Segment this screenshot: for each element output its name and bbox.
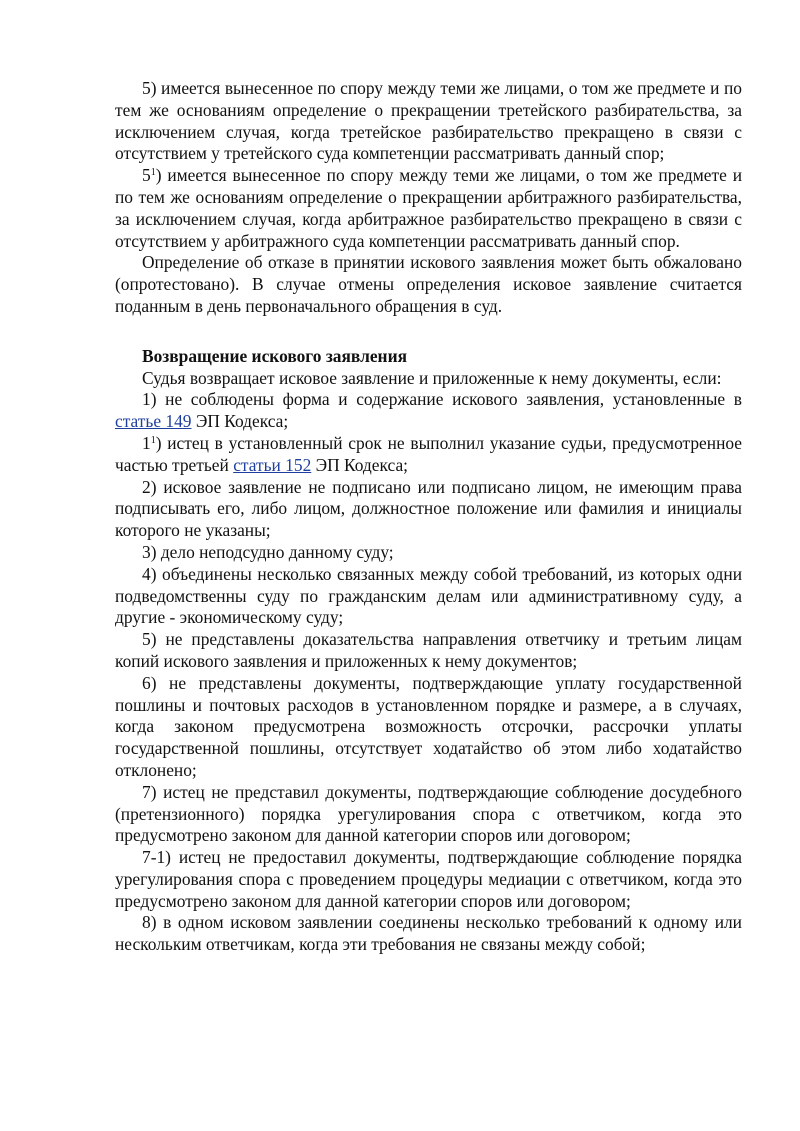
list-item-1-1 — [115, 433, 742, 477]
list-item-2: 2) исковое заявление не подписано или подписано лицом, не имеющим права подписывать его, либо лицом, должностное положение или фамилия и инициалы которого не указаны; — [115, 476, 742, 541]
paragraph-item-5-1 — [115, 165, 742, 252]
item-text: ЭП Кодекса; — [311, 454, 408, 475]
list-item-8: 8) в одном исковом заявлении соединены несколько требований к одному или нескольким ответчикам, когда эти требования не связаны между собой; — [115, 912, 742, 955]
item-number: 1 — [142, 432, 151, 453]
item-text: ) имеется вынесенное по спору между теми же лицами, о том же предмете и по тем же основаниям определение о прекращении арбитражного разбирательства, за исключением случая, когда арбитражное разбирательство прекращено в связи с отсутствием у арбитражного суда компетенции рассматривать данный спор. — [115, 165, 742, 251]
link-article-149[interactable]: статье 149 — [115, 411, 192, 432]
paragraph-intro: Судья возвращает исковое заявление и приложенные к нему документы, если: — [142, 367, 722, 388]
paragraph-appeal: Определение об отказе в принятии искового заявления может быть обжаловано (опротестовано). В случае отмены определения исковое заявление считается поданным в день первоначального обращения в суд. — [115, 252, 742, 316]
list-item-7-1: 7-1) истец не предоставил документы, подтверждающие соблюдение порядка урегулирования спора с проведением процедуры медиации с ответчиком, когда это предусмотрено законом для данной категории споров или договором; — [115, 847, 742, 911]
list-item-6: 6) не представлены документы, подтверждающие уплату государственной пошлины и почтовых расходов в установленном порядке и размере, а в случаях, когда законом предусмотрена возможность отсрочки, рассрочки уплаты государственной пошлины, отсутствует ходатайство об этом либо ходатайство отклонено; — [115, 672, 742, 780]
section-heading: Возвращение искового заявления — [142, 345, 407, 366]
list-item-7: 7) истец не представил документы, подтверждающие соблюдение досудебного (претензионного) порядка урегулирования спора с ответчиком, когда это предусмотрено законом для данной категории споров или договором; — [115, 781, 742, 846]
item-text: 1) не соблюдены форма и содержание искового заявления, установленные в — [142, 389, 742, 410]
superscript: 1 — [150, 167, 156, 179]
link-article-152[interactable]: статьи 152 — [233, 454, 312, 475]
list-item-5: 5) не представлены доказательства направления ответчику и третьим лицам копий искового заявления и приложенных к нему документов; — [115, 629, 742, 671]
superscript: 1 — [150, 434, 156, 446]
list-item-3: 3) дело неподсудно данному суду; — [142, 541, 394, 562]
paragraph-item-5: 5) имеется вынесенное по спору между теми же лицами, о том же предмете и по тем же основаниям определение о прекращении третейского разбирательства, за исключением случая, когда третейское разбирательство прекращено в связи с отсутствием у третейского суда компетенции рассматривать данный спор; — [115, 78, 742, 164]
list-item-1 — [115, 389, 742, 433]
item-number: 5 — [142, 165, 151, 186]
item-text: ) истец в установленный срок не выполнил указание судьи, предусмотренное частью третьей — [115, 432, 742, 475]
list-item-4: 4) объединены несколько связанных между собой требований, из которых одни подведомственны суду по гражданским делам или административному суду, а другие - экономическому суду; — [115, 563, 742, 628]
item-text: ЭП Кодекса; — [191, 411, 289, 432]
